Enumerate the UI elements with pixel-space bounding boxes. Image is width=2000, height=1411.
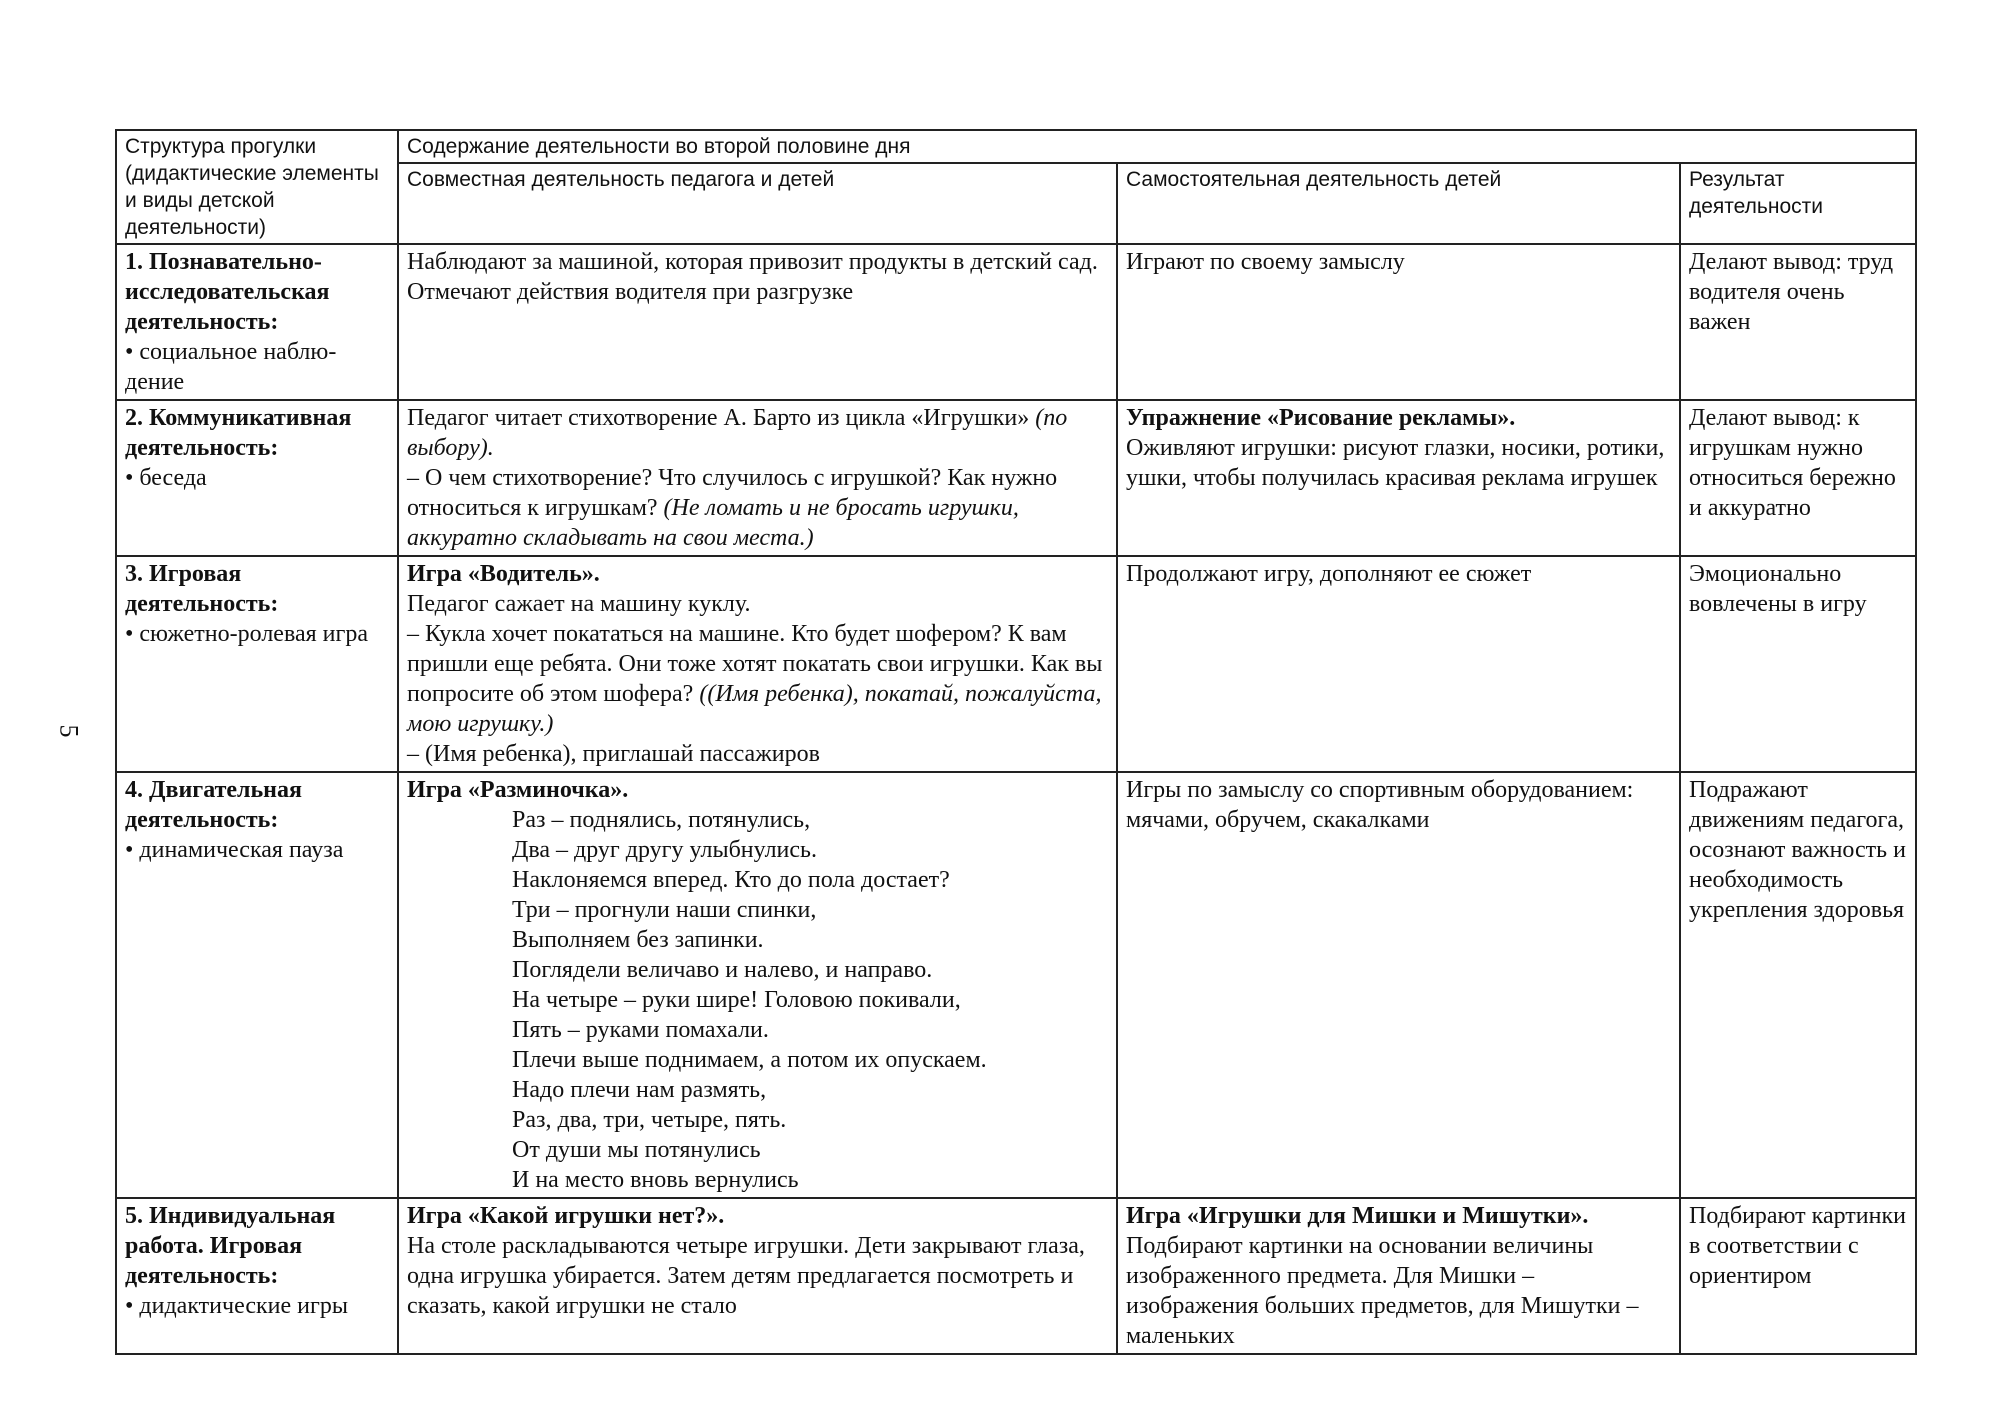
joint-title: Игра «Водитель». (407, 561, 600, 587)
structure-cell (116, 556, 398, 772)
structure-item: • дидактические игры (125, 1293, 348, 1319)
joint-cell (398, 1198, 1117, 1354)
result-text: Подражают движениям педагога, осознают важность и необходимость укрепления здоровья (1689, 777, 1906, 923)
poem-line: Выполняем без запинки. (512, 927, 764, 953)
independent-title: Игра «Игрушки для Мишки и Мишутки». (1126, 1203, 1589, 1229)
joint-text: На столе раскладываются четыре игрушки. Дети закрывают глаза, одна игрушка убирается. Затем детям предлагается посмотреть и сказать, какой игрушки не стало (407, 1233, 1085, 1319)
poem-line: Раз, два, три, четыре, пять. (512, 1107, 787, 1133)
joint-title: Игра «Разминочка». (407, 777, 629, 803)
structure-item: • динамическая пауза (125, 837, 344, 863)
joint-answer: ((Имя ребенка), покатай, пожалуйста, мою игрушку.) (407, 681, 1102, 737)
independent-title: Упражнение «Рисование рекламы». (1126, 405, 1516, 431)
poem-line: От души мы потянулись (512, 1137, 761, 1163)
header-result: Результат деятельности (1680, 163, 1916, 244)
poem-line: Три – прогнули наши спинки, (512, 897, 817, 923)
table-row (116, 400, 1916, 556)
joint-dialogue-end: – (Имя ребенка), приглашай пассажиров (407, 741, 820, 767)
joint-text: Педагог читает стихотворение А. Барто из цикла «Игрушки» (407, 405, 1030, 431)
table-row (116, 244, 1916, 400)
joint-title: Игра «Какой игрушки нет?». (407, 1203, 725, 1229)
poem-line: Наклоняемся вперед. Кто до пола достает? (512, 867, 950, 893)
table-row (116, 556, 1916, 772)
independent-text: Продолжают игру, дополняют ее сюжет (1126, 561, 1532, 587)
result-text: Подбирают картинки в соответствии с ориентиром (1689, 1203, 1906, 1289)
structure-item: • социальное наблю-дение (125, 339, 337, 395)
result-cell (1680, 400, 1916, 556)
structure-title: 1. Познавательно-исследовательская деятельность: (125, 249, 330, 335)
joint-cell (398, 244, 1117, 400)
structure-title: 5. Индивидуальная работа. Игровая деятельность: (125, 1203, 336, 1289)
header-row-top (116, 130, 1916, 163)
independent-cell (1117, 1198, 1680, 1354)
structure-cell (116, 244, 398, 400)
independent-text: Подбирают картинки на основании величины изображенного предмета. Для Мишки – изображения больших предметов, для Мишутки – маленьких (1126, 1233, 1639, 1349)
structure-cell (116, 772, 398, 1198)
result-cell (1680, 1198, 1916, 1354)
poem-line: Поглядели величаво и налево, и направо. (512, 957, 933, 983)
poem-line: Раз – поднялись, потянулись, (512, 807, 811, 833)
independent-text: Играют по своему замыслу (1126, 249, 1405, 275)
table-row (116, 1198, 1916, 1354)
header-group: Содержание деятельности во второй половине дня (398, 130, 1916, 163)
joint-text: Наблюдают за машиной, которая привозит продукты в детский сад. Отмечают действия водителя при разгрузке (407, 249, 1098, 305)
poem-line: Пять – руками помахали. (512, 1017, 769, 1043)
poem-line: Плечи выше поднимаем, а потом их опускаем. (512, 1047, 987, 1073)
header-independent: Самостоятельная деятельность детей (1117, 163, 1680, 244)
result-text: Делают вывод: к игрушкам нужно относиться бережно и аккуратно (1689, 405, 1896, 521)
structure-title: 3. Игровая деятельность: (125, 561, 279, 617)
joint-text: Педагог сажает на машину куклу. (407, 591, 751, 617)
poem-line: Два – друг другу улыбнулись. (512, 837, 817, 863)
joint-dialogue: – Кукла хочет покататься на машине. Кто будет шофером? К вам пришли еще ребята. Они тоже хотят покатать свои игрушки. Как вы попросите об этом шофера? (407, 621, 1103, 707)
poem-line: На четыре – руки шире! Головою покивали, (512, 987, 961, 1013)
independent-cell (1117, 556, 1680, 772)
poem-line: И на место вновь вернулись (512, 1167, 799, 1193)
header-structure: Структура прогулки (дидактические элементы и виды детской деятельности) (116, 130, 398, 244)
result-text: Делают вывод: труд водителя очень важен (1689, 249, 1894, 335)
structure-item: • сюжетно-ролевая игра (125, 621, 368, 647)
independent-cell (1117, 400, 1680, 556)
result-cell (1680, 772, 1916, 1198)
joint-cell (398, 556, 1117, 772)
table-row (116, 772, 1916, 1198)
joint-cell (398, 772, 1117, 1198)
structure-title: 2. Коммуникативная деятельность: (125, 405, 352, 461)
joint-note: (по выбору). (407, 405, 1068, 461)
independent-cell (1117, 772, 1680, 1198)
header-joint: Совместная деятельность педагога и детей (398, 163, 1117, 244)
joint-answer: (Не ломать и не бросать игрушки, аккуратно складывать на свои места.) (407, 495, 1019, 551)
result-text: Эмоционально вовлечены в игру (1689, 561, 1867, 617)
independent-cell (1117, 244, 1680, 400)
independent-text: Оживляют игрушки: рисуют глазки, носики, ротики, ушки, чтобы получилась красивая реклама игрушек (1126, 435, 1665, 491)
poem-line: Надо плечи нам размять, (512, 1077, 767, 1103)
structure-cell (116, 400, 398, 556)
joint-cell (398, 400, 1117, 556)
result-cell (1680, 556, 1916, 772)
structure-title: 4. Двигательная деятельность: (125, 777, 302, 833)
structure-item: • беседа (125, 465, 207, 491)
independent-text: Игры по замыслу со спортивным оборудованием: мячами, обручем, скакалками (1126, 777, 1634, 833)
structure-cell (116, 1198, 398, 1354)
page-number: 5 (54, 724, 84, 738)
walk-plan-table (115, 129, 1917, 1355)
joint-question: – О чем стихотворение? Что случилось с игрушкой? Как нужно относиться к игрушкам? (407, 465, 1058, 521)
result-cell (1680, 244, 1916, 400)
